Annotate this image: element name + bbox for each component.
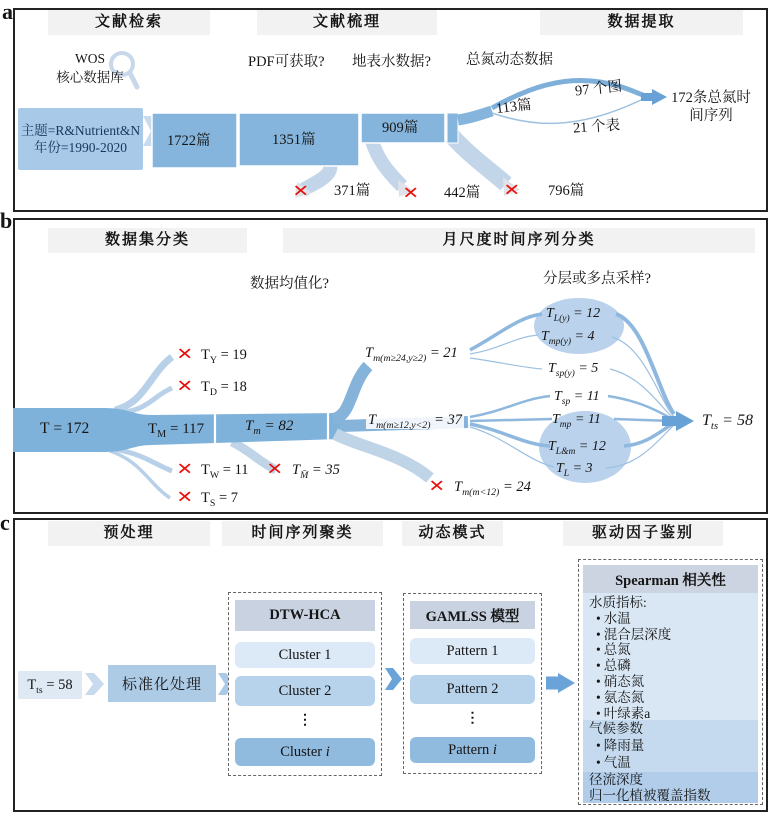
count-figs: 97 个图 xyxy=(574,78,623,100)
reject-x-icon: ✕ xyxy=(292,180,310,201)
reject-x-icon: ✕ xyxy=(402,182,420,203)
result-line1: 172条总氮时 xyxy=(671,90,751,106)
list-item: • 混合层深度 xyxy=(596,626,672,642)
label-t-mpy: $T_{mp(y)} = 4$ xyxy=(541,329,595,347)
count-113: 113篇 xyxy=(495,96,533,118)
fan-b2 xyxy=(470,419,552,421)
reject-x-icon: ✕ xyxy=(176,375,194,396)
fan-b1 xyxy=(470,396,550,417)
header-monthly-class: 月尺度时间序列分类 xyxy=(283,228,755,253)
question-mean: 数据均值化? xyxy=(250,276,329,292)
label-t-w: $T_W = 11$ xyxy=(201,462,249,481)
pattern-2-row: Pattern 2 xyxy=(410,675,535,704)
branch-ty xyxy=(115,357,172,410)
label-t-m24: $T_{m(m\ge 24,y\ge 2)} = 21$ xyxy=(365,345,458,364)
wos-line1: WOS xyxy=(75,51,105,66)
standardize-label: 标准化处理 xyxy=(121,677,202,693)
cluster-1-row: Cluster 1 xyxy=(235,642,375,668)
cluster-2-row: Cluster 2 xyxy=(235,676,375,706)
label-t-mlt12: $T_{m(m<12)} = 24$ xyxy=(454,479,531,498)
pattern-ellipsis: ⋮ xyxy=(465,711,480,726)
pattern-1-row: Pattern 1 xyxy=(410,638,535,664)
panel-b-letter: b xyxy=(0,208,13,233)
water-quality-title: 水质指标: xyxy=(589,595,647,610)
header-clustering: 时间序列聚类 xyxy=(222,521,383,546)
reject-x-icon: ✕ xyxy=(176,458,194,479)
tts-arrow-head xyxy=(676,411,694,431)
label-t-cap-m: $T_M = 117$ xyxy=(148,421,205,440)
list-item: • 水温 xyxy=(596,610,631,626)
header-data-extract: 数据提取 xyxy=(540,10,743,35)
label-t-spy: $T_{sp(y)} = 5$ xyxy=(548,361,599,379)
branch-tw xyxy=(115,449,172,471)
block-arrow-head xyxy=(558,673,575,693)
wos-database-label xyxy=(45,49,135,87)
dtw-hca-title: DTW-HCA xyxy=(235,600,375,631)
question-sampling: 分层或多点采样? xyxy=(543,271,651,287)
panel-c-letter: c xyxy=(0,510,10,535)
result-series-label xyxy=(654,90,768,125)
label-t-m12: $T_{m(m\ge 12,y<2)} = 37$ xyxy=(368,412,463,431)
reject-x-icon: ✕ xyxy=(176,486,194,507)
label-t-sp: $T_{sp} = 11$ xyxy=(554,389,600,407)
branch-mlt12 xyxy=(335,434,430,478)
climate-title: 气候参数 xyxy=(589,721,643,736)
list-item: • 总磷 xyxy=(596,658,631,674)
list-item: 归一化植被覆盖指数 xyxy=(589,787,711,803)
label-t-d: $T_D = 18$ xyxy=(201,379,247,398)
tts-input-box xyxy=(18,671,82,699)
branch-m24 xyxy=(333,366,368,419)
standardize-box xyxy=(108,665,216,702)
chevron-arrow-3 xyxy=(385,668,402,690)
list-item: • 总氮 xyxy=(596,642,631,658)
header-dataset-class: 数据集分类 xyxy=(48,228,247,253)
question-pdf: PDF可获取? xyxy=(248,54,325,70)
list-item: 径流深度 xyxy=(589,772,643,787)
label-t-l: $T_L = 3$ xyxy=(556,461,593,479)
list-item: • 降雨量 xyxy=(596,738,645,753)
dropout-band-442 xyxy=(372,141,402,186)
label-t-total: T = 172 xyxy=(40,420,90,437)
query-line1: 主题=R&Nutrient&N xyxy=(20,123,141,138)
header-drivers: 驱动因子鉴别 xyxy=(563,521,723,546)
fan-b3 xyxy=(470,424,550,446)
label-t-ly: $T_{L(y)} = 12$ xyxy=(546,306,601,324)
label-t-s: $T_S = 7$ xyxy=(201,490,239,509)
cluster-i-row: Cluster i xyxy=(235,738,375,766)
spearman-title: Spearman 相关性 xyxy=(583,565,758,593)
list-item: • 氨态氮 xyxy=(596,689,645,705)
gamlss-title: GAMLSS 模型 xyxy=(410,601,535,629)
cluster-ellipsis: ⋮ xyxy=(298,713,312,728)
panel-a-letter: a xyxy=(2,0,13,24)
label-t-m: $T_m = 82$ xyxy=(245,418,294,437)
label-t-mp: $T_{mp} = 11$ xyxy=(552,412,601,430)
label-t-mbar: $T_{M̄} = 35$ xyxy=(292,462,340,481)
result-line2: 间序列 xyxy=(689,107,733,124)
label-t-ts-result: $T_{ts} = 58$ xyxy=(702,412,753,433)
label-t-y: $T_Y = 19$ xyxy=(201,347,247,366)
reject-x-icon: ✕ xyxy=(428,475,446,496)
other-drivers-section xyxy=(583,772,758,803)
fan-a3 xyxy=(470,358,542,369)
list-item: • 硝态氮 xyxy=(596,673,645,689)
count-1351: 1351篇 xyxy=(272,132,316,148)
count-tables: 21 个表 xyxy=(572,117,621,137)
water-quality-section xyxy=(583,593,758,720)
question-surface: 地表水数据? xyxy=(352,54,431,70)
chevron-arrow-1 xyxy=(85,673,104,695)
wos-line2: 核心数据库 xyxy=(56,70,124,85)
list-item: • 气温 xyxy=(596,755,631,770)
header-literature-search: 文献检索 xyxy=(48,10,210,35)
label-t-ts-input: $T_{ts} = 58$ xyxy=(27,676,73,696)
band-box-connector xyxy=(447,113,458,143)
count-1722: 1722篇 xyxy=(167,133,211,149)
fan-a1 xyxy=(470,314,542,350)
band-113 xyxy=(458,111,492,120)
header-patterns: 动态模式 xyxy=(402,521,503,546)
climate-section xyxy=(583,720,758,772)
drop-796: 796篇 xyxy=(548,183,585,199)
dropout-band-796 xyxy=(452,136,506,184)
query-line2: 年份=1990-2020 xyxy=(33,140,128,155)
count-909: 909篇 xyxy=(382,120,419,136)
question-tn: 总氮动态数据 xyxy=(466,52,553,68)
reject-x-icon: ✕ xyxy=(503,179,521,200)
list-item: • 叶绿素a xyxy=(596,705,651,720)
drop-371: 371篇 xyxy=(334,183,371,199)
header-preprocess: 预处理 xyxy=(48,521,210,546)
reject-x-icon: ✕ xyxy=(176,343,194,364)
conv-6 xyxy=(624,423,674,446)
pattern-i-row: Pattern i xyxy=(410,737,535,763)
drop-442: 442篇 xyxy=(444,185,481,201)
reject-x-icon: ✕ xyxy=(266,458,284,479)
header-literature-screen: 文献梳理 xyxy=(257,10,437,35)
label-t-lm: $T_{L\&m} = 12$ xyxy=(548,439,606,457)
